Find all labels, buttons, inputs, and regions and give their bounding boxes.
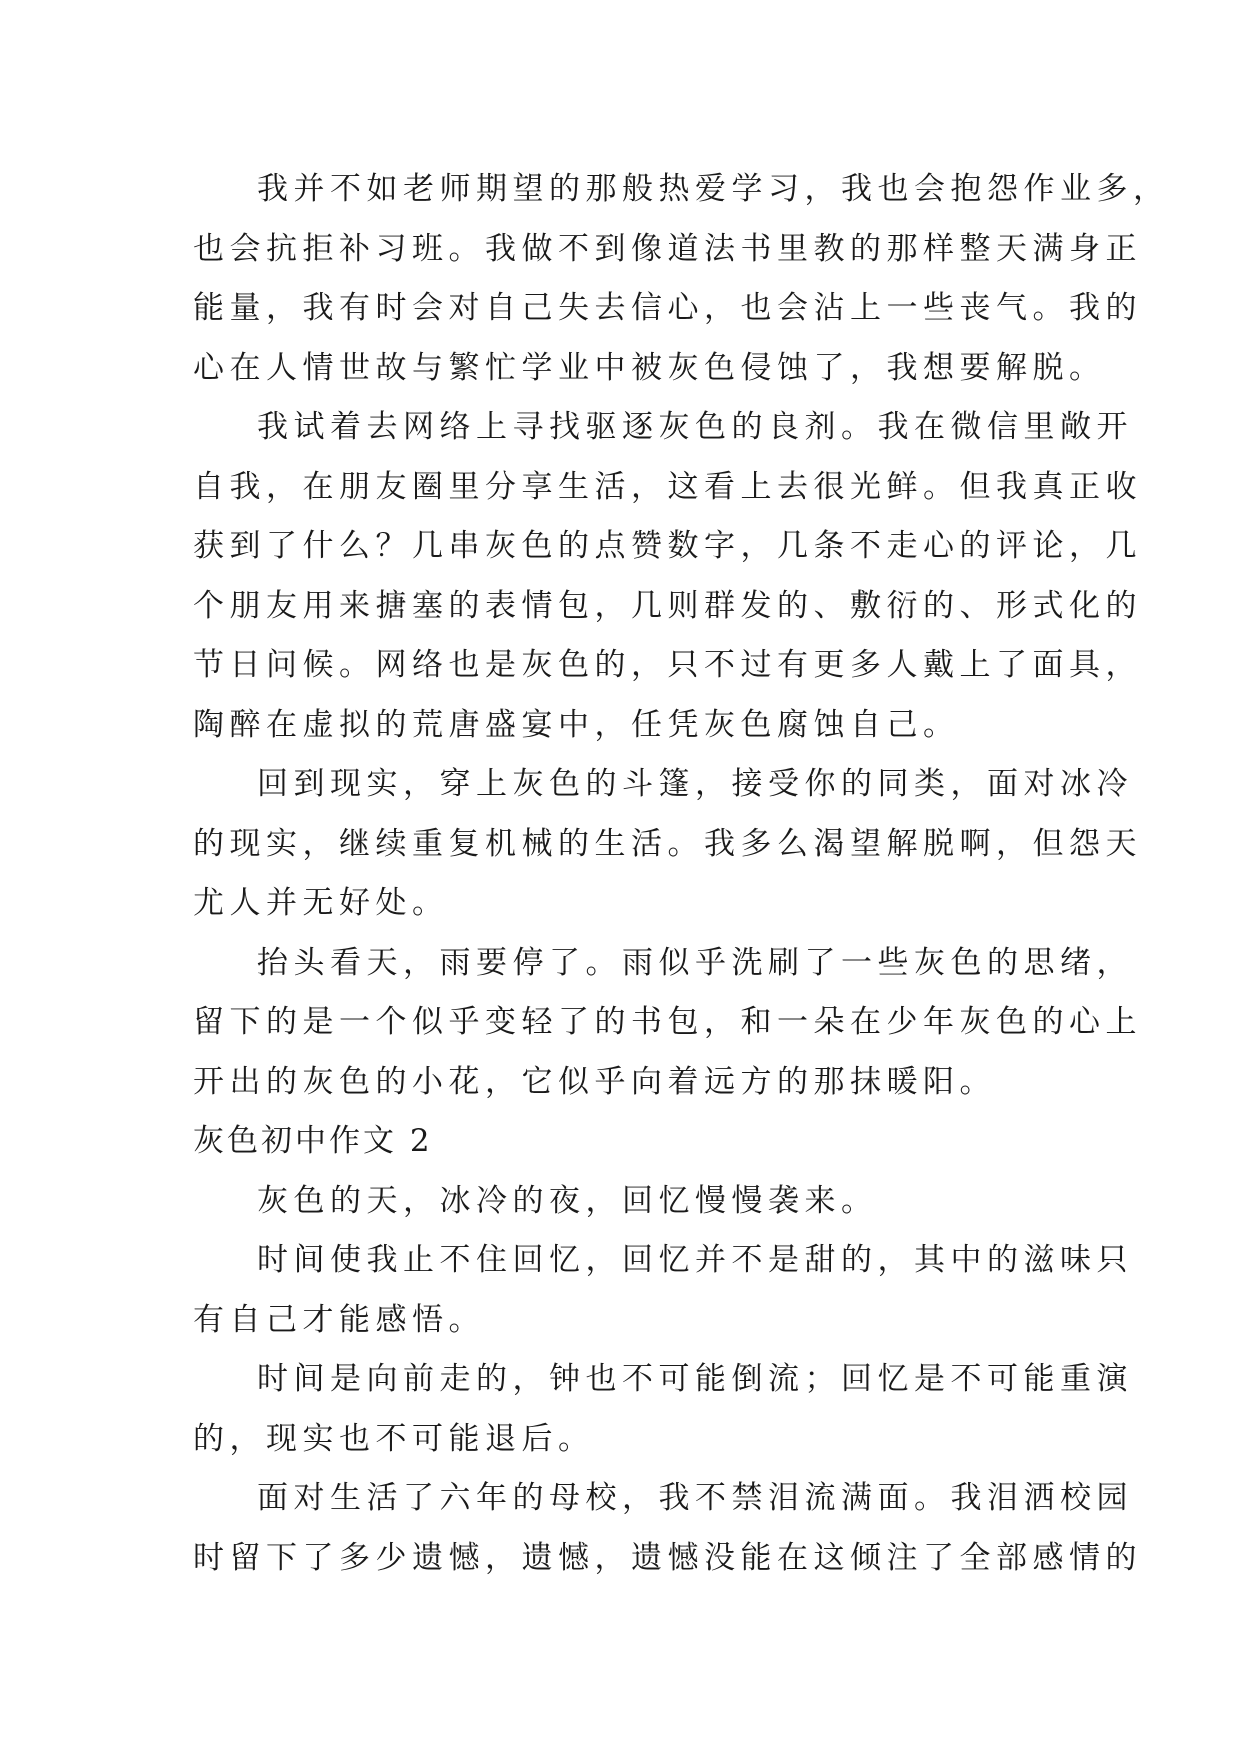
paragraph-line: 灰色的天，冰冷的夜，回忆慢慢袭来。 [257, 1182, 878, 1219]
paragraph-line: 节日问候。网络也是灰色的，只不过有更多人戴上了面具， [193, 647, 1142, 683]
paragraph-line: 也会抗拒补习班。我做不到像道法书里教的那样整天满身正 [193, 230, 1142, 267]
paragraph-line: 自我，在朋友圈里分享生活，这看上去很光鲜。但我真正收 [193, 468, 1142, 505]
paragraph-line: 时留下了多少遗憾，遗憾，遗憾没能在这倾注了全部感情的 [193, 1539, 1142, 1576]
paragraph-line: 能量，我有时会对自己失去信心，也会沾上一些丧气。我的 [193, 290, 1142, 326]
paragraph-line: 的现实，继续重复机械的生活。我多么渴望解脱啊，但怨天 [193, 825, 1142, 862]
paragraph-line: 心在人情世故与繁忙学业中被灰色侵蚀了，我想要解脱。 [193, 349, 1106, 386]
paragraph-line: 开出的灰色的小花，它似乎向着远方的那抹暖阳。 [193, 1063, 996, 1100]
paragraph-line: 我试着去网络上寻找驱逐灰色的良剂。我在微信里敞开 [257, 409, 1133, 445]
paragraph-line: 个朋友用来搪塞的表情包，几则群发的、敷衍的、形式化的 [193, 587, 1142, 624]
paragraph-line: 时间是向前走的，钟也不可能倒流；回忆是不可能重演 [257, 1361, 1133, 1397]
paragraph-line: 留下的是一个似乎变轻了的书包，和一朵在少年灰色的心上 [193, 1004, 1142, 1040]
paragraph-line: 有自己才能感悟。 [193, 1301, 485, 1338]
paragraph-line: 时间使我止不住回忆，回忆并不是甜的，其中的滋味只 [257, 1242, 1133, 1278]
paragraph-line: 的，现实也不可能退后。 [193, 1420, 595, 1457]
paragraph-line: 面对生活了六年的母校，我不禁泪流满面。我泪洒校园 [257, 1480, 1133, 1516]
paragraph-line: 陶醉在虚拟的荒唐盛宴中，任凭灰色腐蚀自己。 [193, 706, 960, 743]
paragraph-line: 我并不如老师期望的那般热爱学习，我也会抱怨作业多， [257, 171, 1170, 207]
section-heading: 灰色初中作文 2 [193, 1123, 433, 1159]
paragraph-line: 获到了什么？几串灰色的点赞数字，几条不走心的评论，几 [193, 528, 1142, 564]
paragraph-line: 抬头看天，雨要停了。雨似乎洗刷了一些灰色的思绪， [257, 944, 1133, 981]
paragraph-line: 尤人并无好处。 [193, 885, 449, 921]
document-body [193, 160, 1170, 1588]
paragraph-line: 回到现实，穿上灰色的斗篷，接受你的同类，面对冰冷 [257, 766, 1133, 802]
